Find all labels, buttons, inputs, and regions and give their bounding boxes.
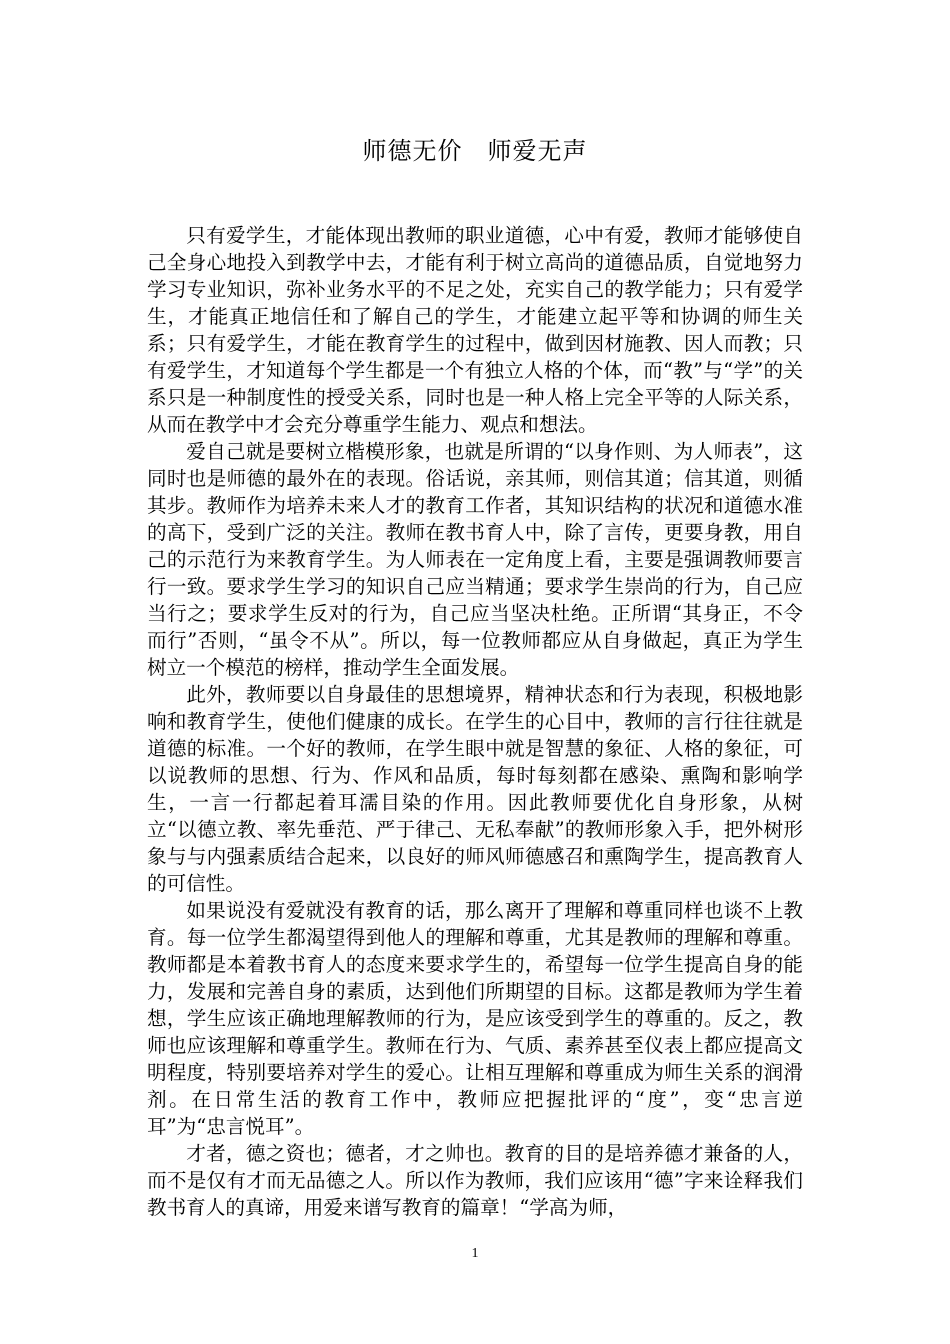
paragraph: 只有爱学生，才能体现出教师的职业道德，心中有爱，教师才能够使自己全身心地投入到教学中去，才能有利于树立高尚的道德品质，自觉地努力学习专业知识，弥补业务水平的不足之处，充实自己的教学能力；只有爱学生，才能真正地信任和了解自己的学生，才能建立起平等和协调的师生关系；只有爱学生，才能在教育学生的过程中，做到因材施教、因人而教；只有爱学生，才知道每个学生都是一个有独立人格的个体，而“教”与“学”的关系只是一种制度性的授受关系，同时也是一种人格上完全平等的人际关系，从而在教学中才会充分尊重学生能力、观点和想法。 [147,224,803,436]
paragraph: 才者，德之资也；德者，才之帅也。教育的目的是培养德才兼备的人，而不是仅有才而无品德之人。所以作为教师，我们应该用“德”字来诠释我们教书育人的真谛，用爱来谱写教育的篇章！“学高为师， [147,1142,803,1219]
document-title: 师德无价 师爱无声 [362,137,588,165]
paragraph: 爱自己就是要树立楷模形象，也就是所谓的“以身作则、为人师表”，这同时也是师德的最外在的表现。俗话说，亲其师，则信其道；信其道，则循其步。教师作为培养未来人才的教育工作者，其知识结构的状况和道德水准的高下，受到广泛的关注。教师在教书育人中，除了言传，更要身教，用自己的示范行为来教育学生。为人师表在一定角度上看，主要是强调教师要言行一致。要求学生学习的知识自己应当精通；要求学生崇尚的行为，自己应当行之；要求学生反对的行为，自己应当坚决杜绝。正所谓“其身正，不令而行”否则，“虽令不从”。所以，每一位教师都应从自身做起，真正为学生树立一个模范的榜样，推动学生全面发展。 [147,440,803,679]
paragraph: 此外，教师要以自身最佳的思想境界，精神状态和行为表现，积极地影响和教育学生，使他们健康的成长。在学生的心目中，教师的言行往往就是道德的标准。一个好的教师，在学生眼中就是智慧的象征、人格的象征，可以说教师的思想、行为、作风和品质，每时每刻都在感染、熏陶和影响学生，一言一行都起着耳濡目染的作用。因此教师要优化自身形象，从树立“以德立教、率先垂范、严于律己、无私奉献”的教师形象入手，把外树形象与与内强素质结合起来，以良好的师风师德感召和熏陶学生，提高教育人的可信性。 [147,683,803,895]
document-body [147,222,803,1221]
page-number: 1 [471,1246,479,1261]
paragraph: 如果说没有爱就没有教育的话，那么离开了理解和尊重同样也谈不上教育。每一位学生都渴望得到他人的理解和尊重，尤其是教师的理解和尊重。教师都是本着教书育人的态度来要求学生的，希望每一位学生提高自身的能力，发展和完善自身的素质，达到他们所期望的目标。这都是教师为学生着想，学生应该正确地理解教师的行为，是应该受到学生的尊重的。反之，教师也应该理解和尊重学生。教师在行为、气质、素养甚至仪表上都应提高文明程度，特别要培养对学生的爱心。让相互理解和尊重成为师生关系的润滑剂。在日常生活的教育工作中，教师应把握批评的“度”，变“忠言逆耳”为“忠言悦耳”。 [147,899,803,1138]
